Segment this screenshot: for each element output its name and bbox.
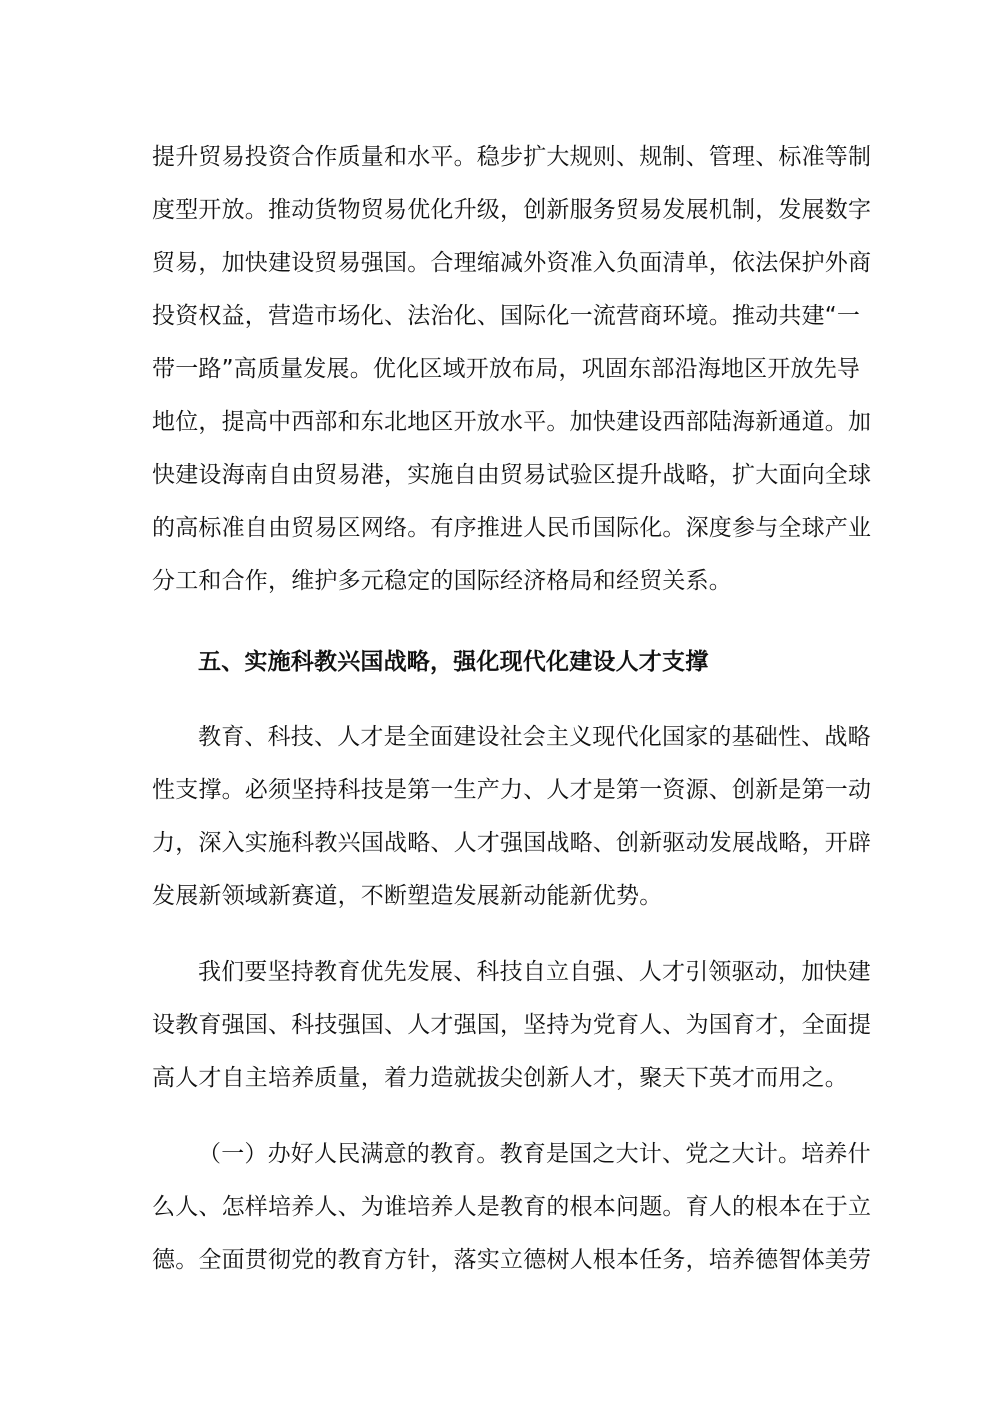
text-line: 分工和合作，维护多元稳定的国际经济格局和经贸关系。 (152, 568, 732, 594)
text-line: 教育、科技、人才是全面建设社会主义现代化国家的基础性、战略 (198, 724, 871, 750)
text-line: 贸易，加快建设贸易强国。合理缩减外资准入负面清单，依法保护外商 (152, 250, 872, 276)
section-heading: 五、实施科教兴国战略，强化现代化建设人才支撑 (198, 649, 709, 675)
text-line: 设教育强国、科技强国、人才强国，坚持为党育人、为国育才，全面提 (152, 1012, 872, 1038)
text-line: 带一路”高质量发展。优化区域开放布局，巩固东部沿海地区开放先导 (152, 356, 861, 382)
text-line: 发展新领域新赛道，不断塑造发展新动能新优势。 (152, 883, 663, 909)
text-line: 的高标准自由贸易区网络。有序推进人民币国际化。深度参与全球产业 (152, 515, 872, 541)
text-line: （一）办好人民满意的教育。教育是国之大计、党之大计。培养什 (198, 1141, 871, 1167)
text-line: 我们要坚持教育优先发展、科技自立自强、人才引领驱动，加快建 (198, 959, 871, 985)
text-line: 力，深入实施科教兴国战略、人才强国战略、创新驱动发展战略，开辟 (152, 830, 872, 856)
text-line: 德。全面贯彻党的教育方针，落实立德树人根本任务，培养德智体美劳 (152, 1247, 872, 1273)
text-line: 地位，提高中西部和东北地区开放水平。加快建设西部陆海新通道。加 (152, 409, 872, 435)
text-line: 高人才自主培养质量，着力造就拔尖创新人才，聚天下英才而用之。 (152, 1065, 848, 1091)
text-line: 度型开放。推动货物贸易优化升级，创新服务贸易发展机制，发展数字 (152, 197, 872, 223)
text-line: 性支撑。必须坚持科技是第一生产力、人才是第一资源、创新是第一动 (152, 777, 872, 803)
text-line: 投资权益，营造市场化、法治化、国际化一流营商环境。推动共建“一 (152, 303, 861, 329)
text-line: 提升贸易投资合作质量和水平。稳步扩大规则、规制、管理、标准等制 (152, 144, 872, 170)
text-line: 么人、怎样培养人、为谁培养人是教育的根本问题。育人的根本在于立 (152, 1194, 872, 1220)
text-line: 快建设海南自由贸易港，实施自由贸易试验区提升战略，扩大面向全球 (152, 462, 872, 488)
